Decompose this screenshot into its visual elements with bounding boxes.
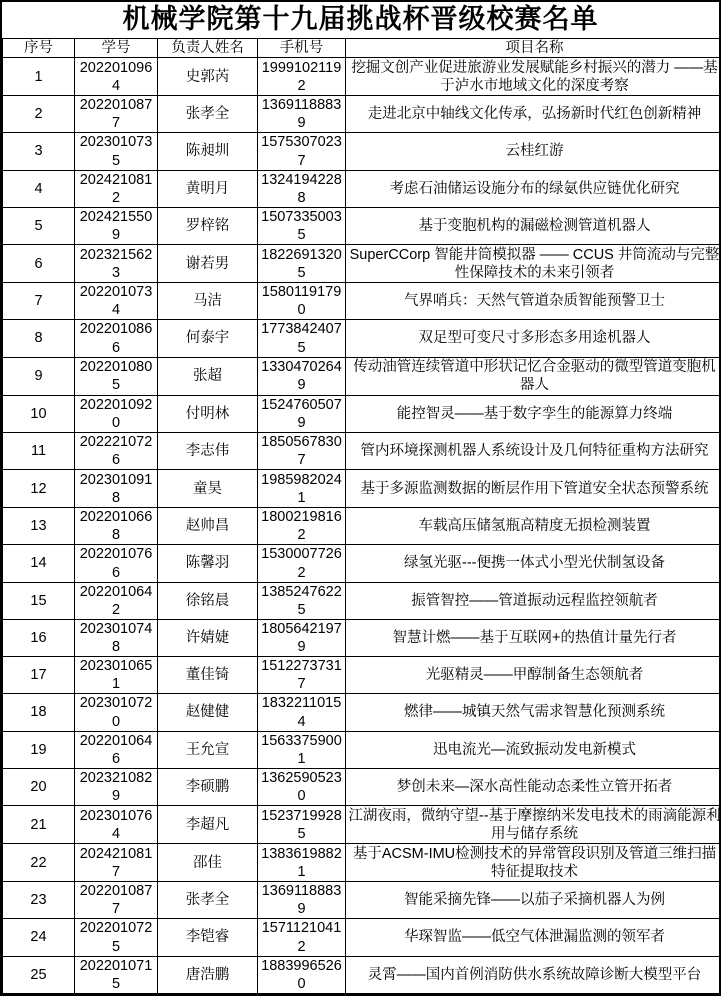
cell-phone: 15122737317 bbox=[258, 657, 346, 694]
cell-project: 灵霄——国内首例消防供水系统故障诊断大模型平台 bbox=[346, 956, 721, 993]
cell-no: 6 bbox=[3, 245, 75, 283]
cell-no: 9 bbox=[3, 357, 75, 395]
cell-student-id: 2022010877 bbox=[75, 882, 158, 919]
cell-no: 22 bbox=[3, 844, 75, 882]
cell-name: 唐浩鹏 bbox=[158, 956, 258, 993]
cell-phone: 18226913205 bbox=[258, 245, 346, 283]
cell-student-id: 2022010766 bbox=[75, 545, 158, 582]
table-row bbox=[3, 508, 721, 545]
column-header-no: 序号 bbox=[3, 39, 75, 58]
cell-name: 李志伟 bbox=[158, 432, 258, 469]
cell-student-id: 2022010642 bbox=[75, 582, 158, 619]
cell-no: 21 bbox=[3, 806, 75, 844]
cell-project: 华琛智监——低空气体泄漏监测的领军者 bbox=[346, 919, 721, 956]
cell-student-id: 2023010735 bbox=[75, 133, 158, 170]
cell-no: 5 bbox=[3, 207, 75, 244]
cell-student-id: 2022010715 bbox=[75, 956, 158, 993]
cell-student-id: 2023215623 bbox=[75, 245, 158, 283]
cell-name: 徐铭晨 bbox=[158, 582, 258, 619]
column-header-name: 负责人姓名 bbox=[158, 39, 258, 58]
cell-no: 12 bbox=[3, 470, 75, 508]
cell-name: 董佳锜 bbox=[158, 657, 258, 694]
cell-student-id: 2022010805 bbox=[75, 357, 158, 395]
cell-name: 邵佳 bbox=[158, 844, 258, 882]
cell-phone: 18002198162 bbox=[258, 508, 346, 545]
cell-student-id: 2023010720 bbox=[75, 694, 158, 731]
table-row bbox=[3, 956, 721, 993]
cell-no: 18 bbox=[3, 694, 75, 731]
table-row bbox=[3, 619, 721, 656]
table-row bbox=[3, 283, 721, 320]
cell-no: 4 bbox=[3, 170, 75, 207]
table-row bbox=[3, 768, 721, 805]
cell-name: 张孝全 bbox=[158, 882, 258, 919]
cell-phone: 17738424075 bbox=[258, 320, 346, 357]
cell-student-id: 2023210829 bbox=[75, 768, 158, 805]
cell-project: 传动油管连续管道中形状记忆合金驱动的微型管道变胞机器人 bbox=[346, 357, 721, 395]
cell-no: 19 bbox=[3, 731, 75, 768]
cell-phone: 15711210412 bbox=[258, 919, 346, 956]
cell-no: 16 bbox=[3, 619, 75, 656]
cell-project: 智能采摘先锋——以茄子采摘机器人为例 bbox=[346, 882, 721, 919]
table-header bbox=[3, 39, 721, 58]
page-title: 机械学院第十九届挑战杯晋级校赛名单 bbox=[2, 2, 719, 38]
cell-no: 3 bbox=[3, 133, 75, 170]
cell-name: 付明林 bbox=[158, 395, 258, 432]
cell-name: 陈馨羽 bbox=[158, 545, 258, 582]
cell-student-id: 2022010668 bbox=[75, 508, 158, 545]
cell-phone: 15753070237 bbox=[258, 133, 346, 170]
cell-name: 陈昶圳 bbox=[158, 133, 258, 170]
cell-name: 王允宣 bbox=[158, 731, 258, 768]
cell-name: 罗梓铭 bbox=[158, 207, 258, 244]
table-row bbox=[3, 170, 721, 207]
cell-name: 李铠睿 bbox=[158, 919, 258, 956]
cell-project: 智慧计燃——基于互联网+的热值计量先行者 bbox=[346, 619, 721, 656]
column-header-student-id: 学号 bbox=[75, 39, 158, 58]
cell-project: 江湖夜雨，微纳守望--基于摩擦纳米发电技术的雨滴能源利用与储存系统 bbox=[346, 806, 721, 844]
column-header-project: 项目名称 bbox=[346, 39, 721, 58]
cell-project: 迅电流光—流致振动发电新模式 bbox=[346, 731, 721, 768]
cell-phone: 15073350035 bbox=[258, 207, 346, 244]
cell-name: 童昊 bbox=[158, 470, 258, 508]
cell-phone: 18505678307 bbox=[258, 432, 346, 469]
cell-phone: 13691188839 bbox=[258, 96, 346, 133]
cell-project: 走进北京中轴线文化传承，弘扬新时代红色创新精神 bbox=[346, 96, 721, 133]
cell-name: 赵帅昌 bbox=[158, 508, 258, 545]
cell-student-id: 2022010964 bbox=[75, 58, 158, 96]
cell-student-id: 2022210726 bbox=[75, 432, 158, 469]
cell-name: 许婧婕 bbox=[158, 619, 258, 656]
cell-project: 光驱精灵——甲醇制备生态领航者 bbox=[346, 657, 721, 694]
cell-name: 黄明月 bbox=[158, 170, 258, 207]
cell-student-id: 2024215509 bbox=[75, 207, 158, 244]
cell-name: 李硕鹏 bbox=[158, 768, 258, 805]
cell-phone: 13852476225 bbox=[258, 582, 346, 619]
cell-project: 双足型可变尺寸多形态多用途机器人 bbox=[346, 320, 721, 357]
table-row bbox=[3, 470, 721, 508]
column-header-phone: 手机号 bbox=[258, 39, 346, 58]
table-row bbox=[3, 657, 721, 694]
table-row bbox=[3, 432, 721, 469]
cell-project: 气界哨兵：天然气管道杂质智能预警卫士 bbox=[346, 283, 721, 320]
cell-no: 14 bbox=[3, 545, 75, 582]
cell-project: 基于ACSM-IMU检测技术的异常管段识别及管道三维扫描特征提取技术 bbox=[346, 844, 721, 882]
cell-project: 考虑石油储运设施分布的绿氨供应链优化研究 bbox=[346, 170, 721, 207]
cell-no: 17 bbox=[3, 657, 75, 694]
cell-no: 13 bbox=[3, 508, 75, 545]
table-row bbox=[3, 96, 721, 133]
cell-phone: 15247605079 bbox=[258, 395, 346, 432]
table-row bbox=[3, 919, 721, 956]
table-row bbox=[3, 545, 721, 582]
table-row bbox=[3, 882, 721, 919]
cell-name: 史郭芮 bbox=[158, 58, 258, 96]
cell-name: 谢若男 bbox=[158, 245, 258, 283]
cell-no: 15 bbox=[3, 582, 75, 619]
table-row bbox=[3, 844, 721, 882]
table-row bbox=[3, 357, 721, 395]
table-row bbox=[3, 320, 721, 357]
cell-phone: 18839965260 bbox=[258, 956, 346, 993]
cell-student-id: 2022010734 bbox=[75, 283, 158, 320]
cell-project: 能控智灵——基于数字孪生的能源算力终端 bbox=[346, 395, 721, 432]
table-row bbox=[3, 58, 721, 96]
cell-phone: 15801191790 bbox=[258, 283, 346, 320]
cell-no: 24 bbox=[3, 919, 75, 956]
table-row bbox=[3, 806, 721, 844]
cell-project: 振管智控——管道振动远程监控领航者 bbox=[346, 582, 721, 619]
cell-student-id: 2022010866 bbox=[75, 320, 158, 357]
cell-student-id: 2022010877 bbox=[75, 96, 158, 133]
cell-student-id: 2023010748 bbox=[75, 619, 158, 656]
cell-project: 基于多源监测数据的断层作用下管道安全状态预警系统 bbox=[346, 470, 721, 508]
cell-project: 管内环境探测机器人系统设计及几何特征重构方法研究 bbox=[346, 432, 721, 469]
cell-student-id: 2024210812 bbox=[75, 170, 158, 207]
cell-student-id: 2023010764 bbox=[75, 806, 158, 844]
table-row bbox=[3, 582, 721, 619]
cell-phone: 13241942288 bbox=[258, 170, 346, 207]
table-body bbox=[3, 58, 721, 994]
cell-name: 李超凡 bbox=[158, 806, 258, 844]
cell-no: 1 bbox=[3, 58, 75, 96]
cell-phone: 13304702649 bbox=[258, 357, 346, 395]
cell-project: 燃律——城镇天然气需求智慧化预测系统 bbox=[346, 694, 721, 731]
cell-phone: 13691188839 bbox=[258, 882, 346, 919]
cell-phone: 15300077262 bbox=[258, 545, 346, 582]
cell-phone: 15237199285 bbox=[258, 806, 346, 844]
cell-no: 8 bbox=[3, 320, 75, 357]
cell-phone: 13836198821 bbox=[258, 844, 346, 882]
cell-student-id: 2023010918 bbox=[75, 470, 158, 508]
cell-student-id: 2024210817 bbox=[75, 844, 158, 882]
table-row bbox=[3, 207, 721, 244]
cell-project: 云桂红游 bbox=[346, 133, 721, 170]
cell-name: 张超 bbox=[158, 357, 258, 395]
roster-table bbox=[2, 38, 721, 994]
cell-no: 20 bbox=[3, 768, 75, 805]
cell-phone: 18056421979 bbox=[258, 619, 346, 656]
cell-project: SuperCCorp 智能井筒模拟器 —— CCUS 井筒流动与完整性保障技术的未来引领者 bbox=[346, 245, 721, 283]
table-row bbox=[3, 731, 721, 768]
cell-name: 赵健健 bbox=[158, 694, 258, 731]
header-row bbox=[3, 39, 721, 58]
cell-student-id: 2023010651 bbox=[75, 657, 158, 694]
cell-project: 梦创未来—深水高性能动态柔性立管开拓者 bbox=[346, 768, 721, 805]
table-row bbox=[3, 133, 721, 170]
cell-no: 25 bbox=[3, 956, 75, 993]
cell-no: 10 bbox=[3, 395, 75, 432]
cell-student-id: 2022010646 bbox=[75, 731, 158, 768]
cell-phone: 19859820241 bbox=[258, 470, 346, 508]
cell-name: 何泰宇 bbox=[158, 320, 258, 357]
table-row bbox=[3, 245, 721, 283]
cell-phone: 13625905230 bbox=[258, 768, 346, 805]
cell-phone: 15633759001 bbox=[258, 731, 346, 768]
cell-name: 张孝全 bbox=[158, 96, 258, 133]
cell-project: 挖掘文创产业促进旅游业发展赋能乡村振兴的潜力 ——基于泸水市地域文化的深度考察 bbox=[346, 58, 721, 96]
cell-project: 车载高压储氢瓶高精度无损检测装置 bbox=[346, 508, 721, 545]
cell-project: 绿氢光驱---便携一体式小型光伏制氢设备 bbox=[346, 545, 721, 582]
cell-name: 马洁 bbox=[158, 283, 258, 320]
cell-phone: 19991021192 bbox=[258, 58, 346, 96]
cell-no: 23 bbox=[3, 882, 75, 919]
cell-no: 11 bbox=[3, 432, 75, 469]
table-row bbox=[3, 395, 721, 432]
table-row bbox=[3, 694, 721, 731]
cell-phone: 18322110154 bbox=[258, 694, 346, 731]
cell-student-id: 2022010920 bbox=[75, 395, 158, 432]
cell-student-id: 2022010725 bbox=[75, 919, 158, 956]
cell-no: 7 bbox=[3, 283, 75, 320]
cell-no: 2 bbox=[3, 96, 75, 133]
cell-project: 基于变胞机构的漏磁检测管道机器人 bbox=[346, 207, 721, 244]
